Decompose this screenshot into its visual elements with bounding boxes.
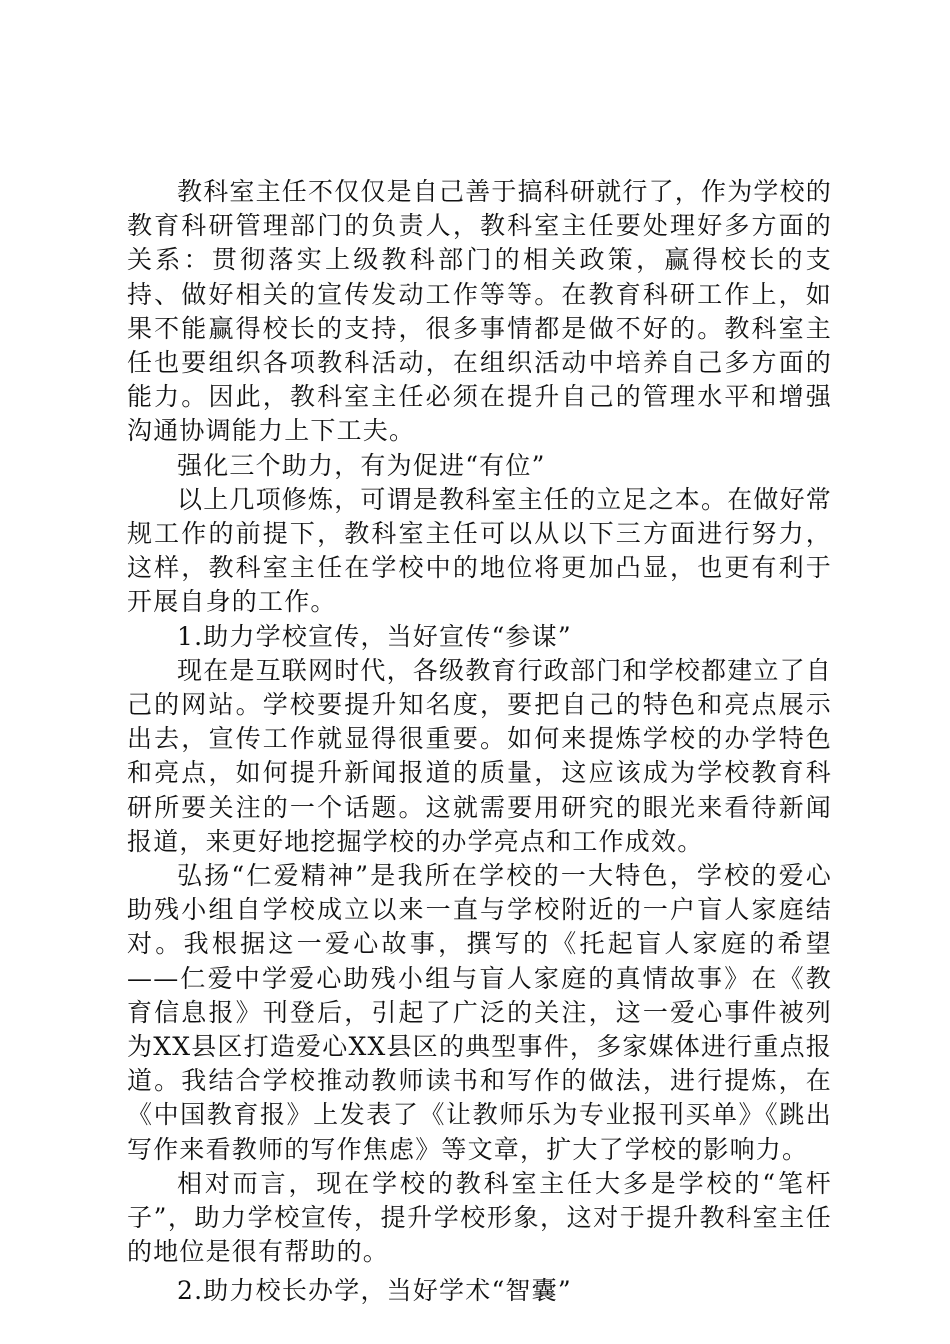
paragraph-director-coordination: 教科室主任不仅仅是自己善于搞科研就行了，作为学校的教育科研管理部门的负责人，教科室主任要处理好多方面的关系：贯彻落实上级教科部门的相关政策，赢得校长的支持、做好相关的宣传发动工作等等。在教育科研工作上，如果不能赢得校长的支持，很多事情都是做不好的。教科室主任也要组织各项教科活动，在组织活动中培养自己多方面的能力。因此，教科室主任必须在提升自己的管理水平和增强沟通协调能力上下工夫。 (127, 177, 833, 446)
section-heading-three-assists: 强化三个助力，有为促进“有位” (177, 450, 546, 480)
document-body (127, 175, 832, 1308)
paragraph-benevolence-spirit-story: 弘扬“仁爱精神”是我所在学校的一大特色，学校的爱心助残小组自学校成立以来一直与学校附近的一户盲人家庭结对。我根据这一爱心故事，撰写的《托起盲人家庭的希望——仁爱中学爱心助残小组与盲人家庭的真情故事》在《教育信息报》刊登后，引起了广泛的关注，这一爱心事件被列为XX县区打造爱心XX县区的典型事件，多家媒体进行重点报道。我结合学校推动教师读书和写作的做法，进行提炼，在《中国教育报》上发表了《让教师乐为专业报刊买单》《跳出写作来看教师的写作焦虑》等文章，扩大了学校的影响力。 (127, 861, 832, 1164)
paragraph-three-assists-intro: 以上几项修炼，可谓是教科室主任的立足之本。在做好常规工作的前提下，教科室主任可以从以下三方面进行努力，这样，教科室主任在学校中的地位将更加凸显，也更有利于开展自身的工作。 (127, 484, 833, 617)
subheading-publicity-advisor: 1.助力学校宣传，当好宣传“参谋” (177, 621, 572, 651)
paragraph-pen-role: 相对而言，现在学校的教科室主任大多是学校的“笔杆子”，助力学校宣传，提升学校形象，这对于提升教科室主任的地位是很有帮助的。 (127, 1168, 832, 1267)
subheading-academic-think-tank: 2.助力校长办学，当好学术“智囊” (177, 1275, 572, 1305)
paragraph-internet-era-publicity: 现在是互联网时代，各级教育行政部门和学校都建立了自己的网站。学校要提升知名度，要把自己的特色和亮点展示出去，宣传工作就显得很重要。如何来提炼学校的办学特色和亮点，如何提升新闻报道的质量，这应该成为学校教育科研所要关注的一个话题。这就需要用研究的眼光来看待新闻报道，来更好地挖掘学校的办学亮点和工作成效。 (127, 655, 833, 856)
